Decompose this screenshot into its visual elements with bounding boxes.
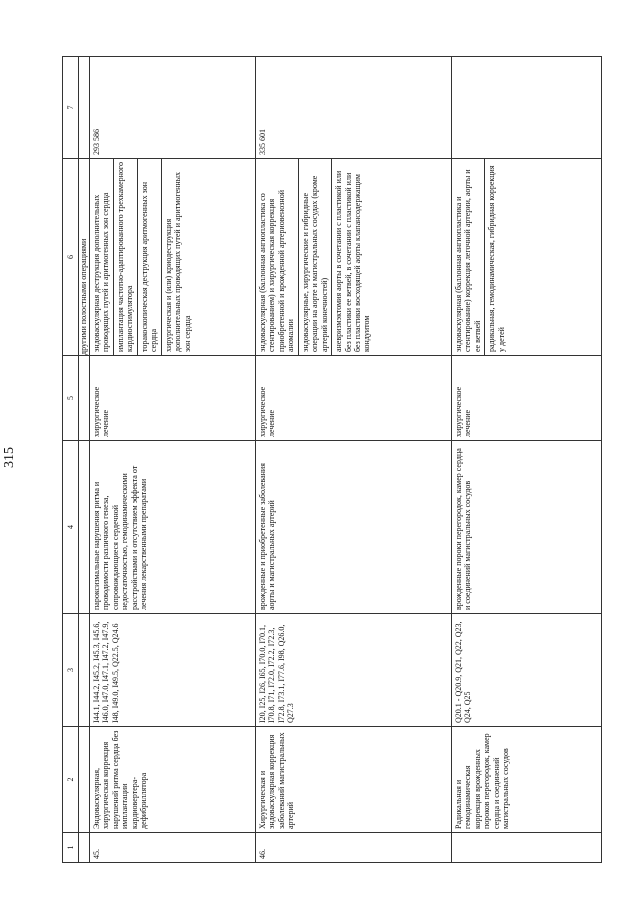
method-item: эндоваскулярная (баллонная ангиопластика и стентирование) коррекция легочной артерии, аорты и ее ветвей (452, 159, 485, 355)
method-item: торакоскопическая деструкция аритмогенных зон сердца (138, 159, 162, 355)
col-number: 1 (63, 833, 79, 863)
procedure-name: Радикальная и гемодинамическая коррекция врожденных пороков перегородок, камер сердца и соединений магистральных сосудов (452, 727, 602, 833)
col-number: 3 (63, 614, 79, 727)
method-item: аневризмэктомия аорты в сочетании с пластикой или без пластики ее ветвей, в сочетании с пластикой или без пластики восходящей аорты клапансодержащим кондуитом (334, 170, 372, 352)
continuation-row (79, 57, 90, 863)
patient-model: пароксизмальные нарушения ритма и проводимости различного генеза, сопровождающиеся сердечной недостаточностью, гемодинамическими расстройствами и отсутствием эффекта от лечения лекарственными препаратами (90, 441, 256, 614)
patient-model: врожденные и приобретенные заболевания аорты и магистральных артерий (256, 441, 452, 614)
methods-cell (90, 159, 256, 356)
cost-value: 335 601 (256, 57, 452, 159)
cost-value: 293 586 (90, 57, 256, 159)
row-number: 46. (256, 833, 452, 863)
method-item: эндоваскулярная (баллонная ангиопластика со стентированием) и хирургическая коррекция приобретенной и врожденной артериовенозной аномалии (256, 159, 299, 355)
icd-codes: Q20.1 - Q20.9, Q21, Q22, Q23, Q24, Q25 (452, 614, 602, 727)
cost-value (452, 57, 602, 159)
column-number-row (63, 57, 79, 863)
col-number: 6 (63, 159, 79, 356)
method-cell: другими полостными операциями (79, 159, 90, 356)
treatment-type: хирургическое лечение (452, 356, 602, 441)
col-number: 7 (63, 57, 79, 159)
col-number: 2 (63, 727, 79, 833)
col-number: 4 (63, 441, 79, 614)
method-item: имплантация частотно-адаптированного трехкамерного кардиостимулятора (114, 159, 138, 355)
methods-cell (256, 159, 452, 356)
treatment-type: хирургическое лечение (90, 356, 256, 441)
row-number (452, 833, 602, 863)
patient-model: врожденные пороки перегородок, камер сердца и соединений магистральных сосудов (452, 441, 602, 614)
table-row (452, 57, 602, 863)
icd-codes: I44.1, I44.2, I45.2, I45.3, I45.6, I46.0, I47.0, I47.1, I47.2, I47.9, I48, I49.0, I49.5, Q22.5, Q24.6 (90, 614, 256, 727)
treatment-type: хирургическое лечение (256, 356, 452, 441)
row-number: 45. (90, 833, 256, 863)
procedures-table (62, 56, 602, 863)
col-number: 5 (63, 356, 79, 441)
table-row (90, 57, 256, 863)
page-number: 315 (2, 447, 17, 468)
method-item: радикальная, гемодинамическая, гибридная коррекция у детей (487, 165, 506, 352)
icd-codes: I20, I25, I26, I65, I70.0, I70.1, I70.8, I71, I72.0, I72.2, I72.3, I72.8, I73.1, I77.6, I98, Q26.0, Q27.3 (256, 614, 452, 727)
methods-cell (452, 159, 602, 356)
procedure-name: Хирургическая и эндоваскулярная коррекция заболеваний магистральных артерий (256, 727, 452, 833)
method-item: хирургическая и (или) криодеструкция дополнительных проводящих путей и аритмогенных зон сердца (163, 171, 192, 352)
procedure-name: Эндоваскулярная, хирургическая коррекция нарушений ритма сердца без имплантации кардиовертера-дефибриллятора (90, 727, 256, 833)
table-row (256, 57, 452, 863)
method-item: эндоваскулярные, хирургические и гибридные операции на аорте и магистральных сосудах (кроме артерий конечностей) (299, 159, 332, 355)
method-item: эндоваскулярная деструкция дополнительных проводящих путей и аритмогенных зон сердца (90, 159, 114, 355)
